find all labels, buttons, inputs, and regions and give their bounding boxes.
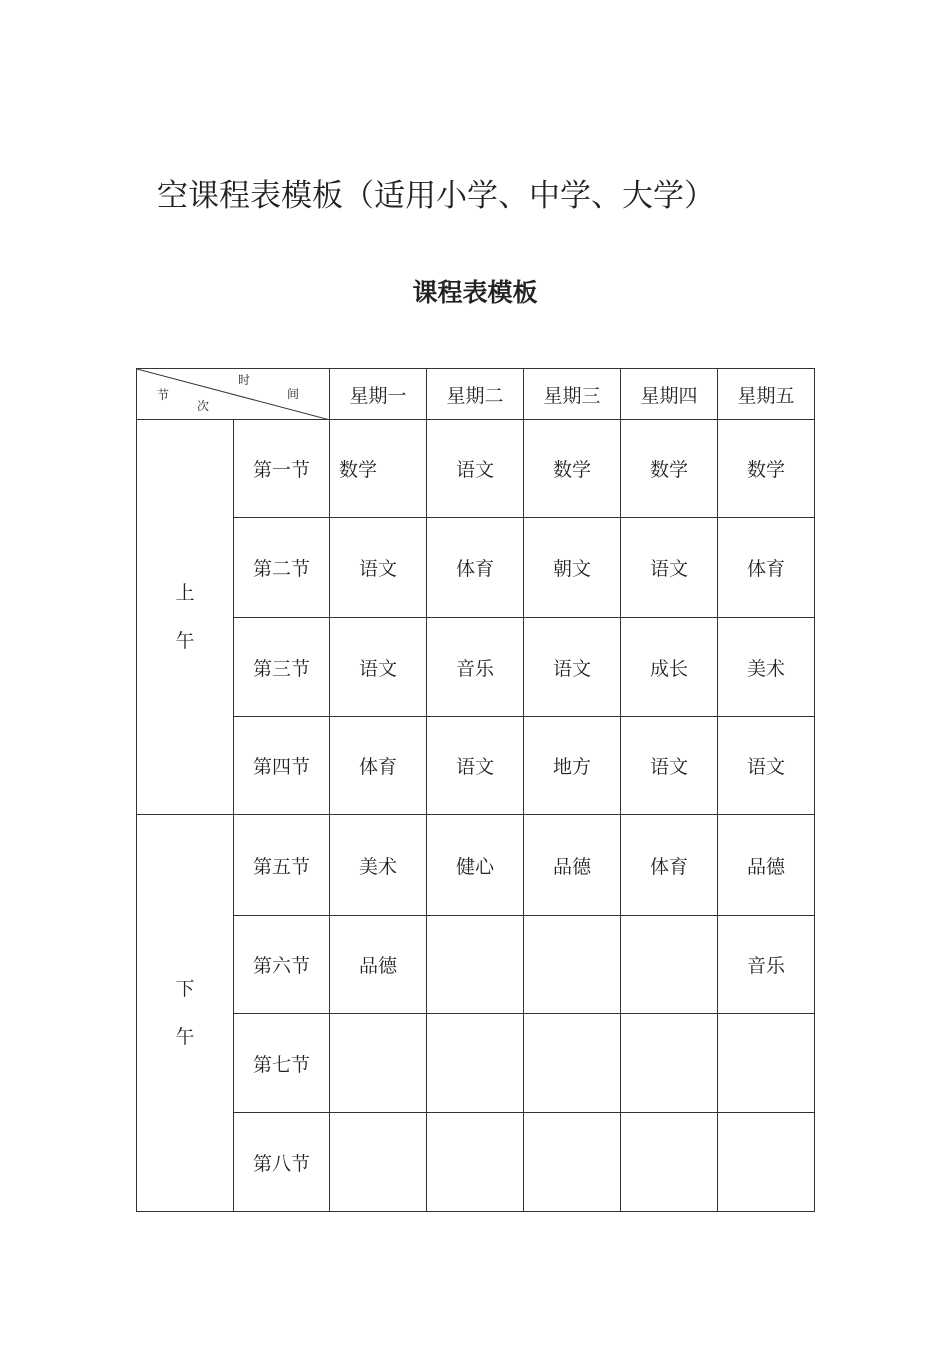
schedule-cell (718, 1113, 815, 1212)
day-header: 星期三 (524, 369, 621, 420)
schedule-cell: 体育 (718, 518, 815, 618)
corner-label-order: 次 (197, 399, 210, 413)
period-label: 第八节 (234, 1113, 330, 1212)
schedule-cell: 数学 (524, 420, 621, 518)
table-row (137, 815, 815, 916)
schedule-cell: 数学 (330, 420, 427, 518)
period-label: 第七节 (234, 1014, 330, 1113)
schedule-cell (524, 1113, 621, 1212)
schedule-cell: 品德 (524, 815, 621, 916)
schedule-cell: 语文 (621, 518, 718, 618)
schedule-cell: 美术 (718, 618, 815, 717)
schedule-cell: 美术 (330, 815, 427, 916)
schedule-cell (427, 916, 524, 1014)
schedule-cell: 音乐 (427, 618, 524, 717)
corner-label-period: 节 (157, 388, 170, 402)
schedule-cell: 数学 (718, 420, 815, 518)
schedule-cell: 体育 (330, 717, 427, 815)
corner-label-time: 时 (238, 373, 251, 387)
day-header: 星期二 (427, 369, 524, 420)
period-label: 第三节 (234, 618, 330, 717)
schedule-cell: 语文 (330, 618, 427, 717)
table-row (137, 618, 815, 717)
corner-header-cell (137, 369, 330, 420)
schedule-cell: 成长 (621, 618, 718, 717)
schedule-cell: 音乐 (718, 916, 815, 1014)
schedule-cell: 语文 (718, 717, 815, 815)
table-title: 课程表模板 (412, 278, 538, 307)
table-row (137, 420, 815, 518)
schedule-cell: 语文 (427, 420, 524, 518)
schedule-table (136, 368, 815, 1212)
afternoon-label: 下 午 (137, 815, 234, 1212)
schedule-cell (621, 1014, 718, 1113)
schedule-cell (330, 1113, 427, 1212)
day-header: 星期五 (718, 369, 815, 420)
header-row (137, 369, 815, 420)
schedule-cell: 数学 (621, 420, 718, 518)
schedule-cell: 语文 (524, 618, 621, 717)
morning-label: 上 午 (137, 420, 234, 815)
schedule-cell: 语文 (427, 717, 524, 815)
schedule-cell (427, 1113, 524, 1212)
schedule-cell: 地方 (524, 717, 621, 815)
day-header: 星期一 (330, 369, 427, 420)
schedule-cell: 健心 (427, 815, 524, 916)
schedule-cell (524, 916, 621, 1014)
document-title: 空课程表模板（适用小学、中学、大学） (157, 178, 715, 214)
table-row (137, 1014, 815, 1113)
table-row (137, 518, 815, 618)
schedule-cell: 朝文 (524, 518, 621, 618)
schedule-cell (427, 1014, 524, 1113)
schedule-cell: 体育 (621, 815, 718, 916)
day-header: 星期四 (621, 369, 718, 420)
table-row (137, 916, 815, 1014)
schedule-cell: 品德 (330, 916, 427, 1014)
table-row (137, 1113, 815, 1212)
schedule-cell: 语文 (330, 518, 427, 618)
period-label: 第四节 (234, 717, 330, 815)
table-row (137, 717, 815, 815)
schedule-cell: 语文 (621, 717, 718, 815)
schedule-cell (524, 1014, 621, 1113)
schedule-cell (330, 1014, 427, 1113)
schedule-cell (718, 1014, 815, 1113)
period-label: 第二节 (234, 518, 330, 618)
schedule-cell (621, 916, 718, 1014)
period-label: 第一节 (234, 420, 330, 518)
schedule-cell: 体育 (427, 518, 524, 618)
period-label: 第五节 (234, 815, 330, 916)
schedule-cell: 品德 (718, 815, 815, 916)
schedule-cell (621, 1113, 718, 1212)
period-label: 第六节 (234, 916, 330, 1014)
corner-label-between: 间 (287, 387, 300, 401)
